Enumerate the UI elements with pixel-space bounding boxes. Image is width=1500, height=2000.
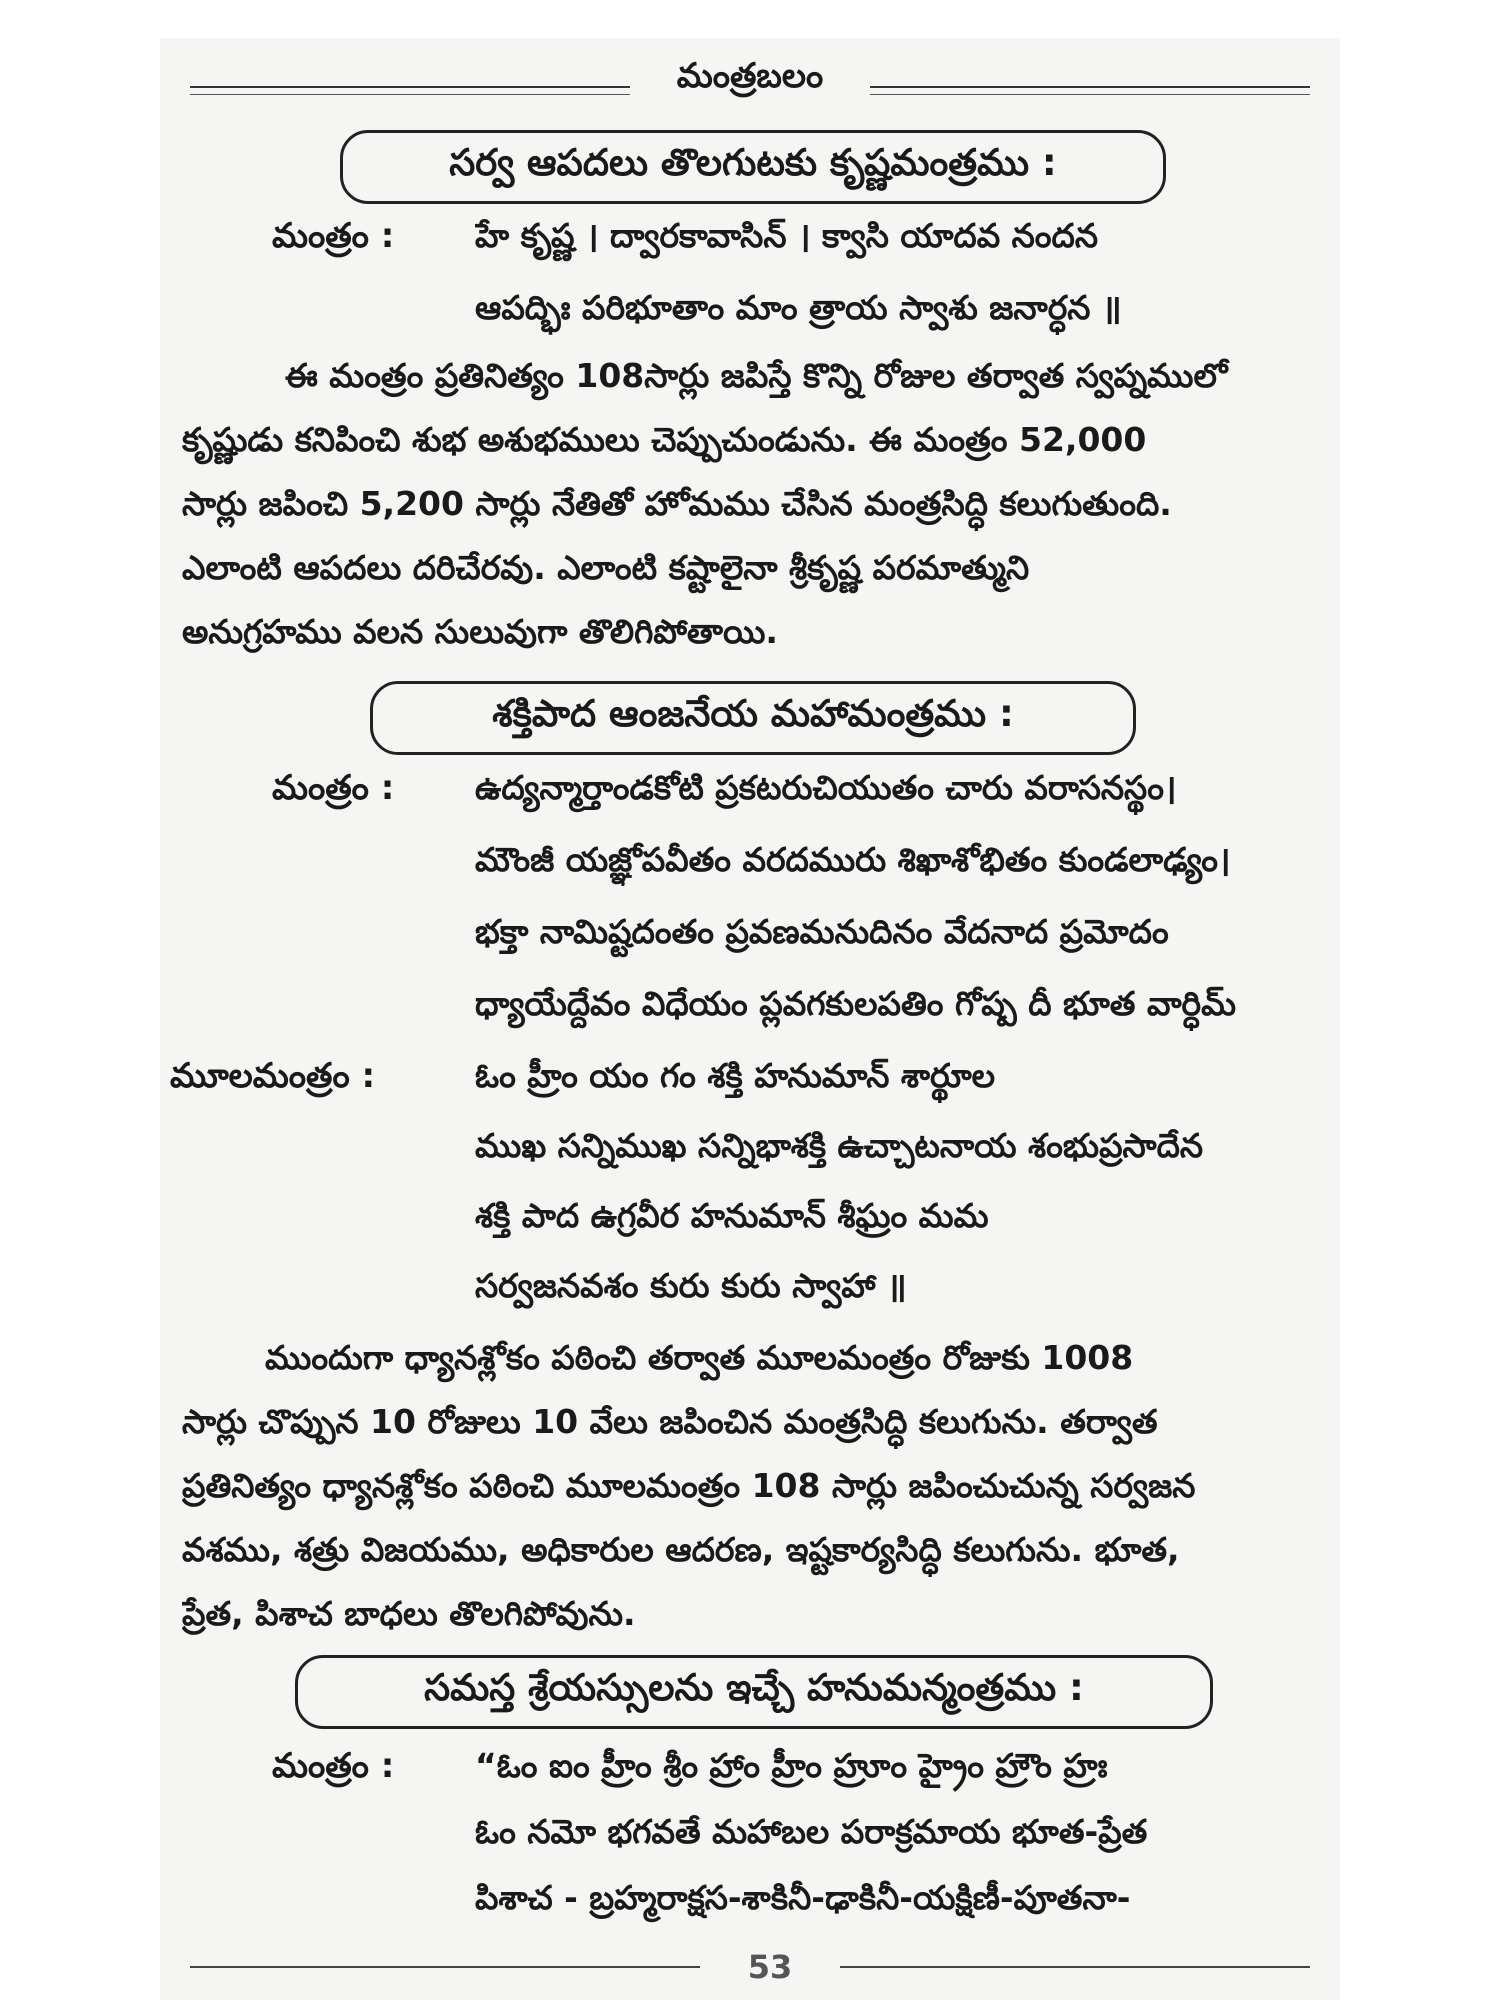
header-rule-left-thin	[190, 94, 630, 95]
page-number: 53	[747, 1948, 793, 1986]
section-heading-krishna: సర్వ ఆపదలు తొలగుటకు కృష్ణమంత్రము :	[340, 130, 1166, 204]
mantra-line: ఆపద్భిః పరిభూతాం మాం త్రాయ స్వాశు జనార్ధన ॥	[475, 288, 1122, 327]
header-rule-left	[190, 86, 630, 88]
mula-mantra-line: ముఖ సన్నిముఖ సన్నిభాశక్తి ఉచ్చాటనాయ శంభుప్రసాదేన	[475, 1126, 1204, 1165]
paragraph-line: ఈ మంత్రం ప్రతినిత్యం 108సార్లు జపిస్తే కొన్ని రోజుల తర్వాత స్వప్నములో	[285, 356, 1228, 395]
book-page	[160, 38, 1340, 2000]
mantra-line: భక్తా నామిష్టదంతం ప్రవణమనుదినం వేదనాద ప్రమోదం	[475, 912, 1169, 951]
paragraph-line: ప్రేత, పిశాచ బాధలు తొలగిపోవును.	[182, 1594, 636, 1633]
header-rule-right-thin	[870, 94, 1310, 95]
mantra-line: పిశాచ - బ్రహ్మరాక్షస-శాకినీ-ఢాకినీ-యక్షిణీ-పూతనా-	[475, 1878, 1131, 1917]
paragraph-line: ముందుగా ధ్యానశ్లోకం పఠించి తర్వాత మూలమంత్రం రోజుకు 1008	[265, 1338, 1134, 1377]
mula-mantra-line: శక్తి పాద ఉగ్రవీర హనుమాన్ శీఘ్రం మమ	[475, 1196, 989, 1235]
mantra-line: హే కృష్ణ । ద్వారకావాసిన్ । క్వాసి యాదవ నందన	[475, 216, 1099, 255]
running-title: మంత్రబలం	[676, 56, 824, 96]
header-rule-right	[870, 86, 1310, 88]
mantra-line: “ఓం ఐం హ్రీం శ్రీం హ్రాం హ్రీం హ్రూం హ్రైం హ్రౌం హ్రః	[475, 1746, 1108, 1785]
paragraph-line: ప్రతినిత్యం ధ్యానశ్లోకం పఠించి మూలమంత్రం 108 సార్లు జపించుచున్న సర్వజన	[182, 1466, 1196, 1505]
paragraph-line: సార్లు జపించి 5,200 సార్లు నేతితో హోమము చేసిన మంత్రసిద్ధి కలుగుతుంది.	[182, 484, 1172, 523]
mantra-line: ఓం నమో భగవతే మహాబల పరాక్రమాయ భూత-ప్రేత	[475, 1812, 1148, 1851]
footer-rule-left	[190, 1966, 700, 1968]
paragraph-line: వశము, శత్రు విజయము, అధికారుల ఆదరణ, ఇష్టకార్యసిద్ధి కలుగును. భూత,	[182, 1530, 1180, 1569]
paragraph-line: అనుగ్రహము వలన సులువుగా తొలిగిపోతాయి.	[182, 612, 778, 651]
section-heading-hanuman: సమస్త శ్రేయస్సులను ఇచ్చే హనుమన్మంత్రము :	[295, 1655, 1213, 1729]
mantra-line: మౌంజీ యజ్ఞోపవీతం వరదమురు శిఖాశోభితం కుండలాఢ్యం।	[475, 840, 1231, 879]
mula-mantra-line: ఓం హ్రీం యం గం శక్తి హనుమాన్ శార్థూల	[475, 1056, 996, 1095]
mula-mantra-line: సర్వజనవశం కురు కురు స్వాహా ॥	[475, 1266, 907, 1305]
mantra-label: మంత్రం :	[272, 768, 395, 808]
mantra-label: మంత్రం :	[272, 216, 395, 256]
footer-rule-right	[840, 1966, 1310, 1968]
paragraph-line: ఎలాంటి ఆపదలు దరిచేరవు. ఎలాంటి కష్టాలైనా శ్రీకృష్ణ పరమాత్ముని	[182, 548, 1030, 587]
mantra-label: మంత్రం :	[272, 1746, 395, 1786]
paragraph-line: కృష్ణుడు కనిపించి శుభ అశుభములు చెప్పుచుండును. ఈ మంత్రం 52,000	[182, 420, 1147, 459]
paragraph-line: సార్లు చొప్పున 10 రోజులు 10 వేలు జపించిన మంత్రసిద్ధి కలుగును. తర్వాత	[182, 1402, 1158, 1441]
mantra-line: ఉద్యన్మార్తాండకోటి ప్రకటరుచియుతం చారు వరాసనస్థం।	[475, 768, 1177, 807]
section-heading-anjaneya: శక్తిపాద ఆంజనేయ మహామంత్రము :	[370, 681, 1136, 755]
mantra-line: ధ్యాయేద్దేవం విధేయం ప్లవగకులపతిం గోష్ప దీ భూత వార్ధిమ్	[475, 984, 1237, 1023]
mula-mantra-label: మూలమంత్రం :	[170, 1056, 376, 1096]
